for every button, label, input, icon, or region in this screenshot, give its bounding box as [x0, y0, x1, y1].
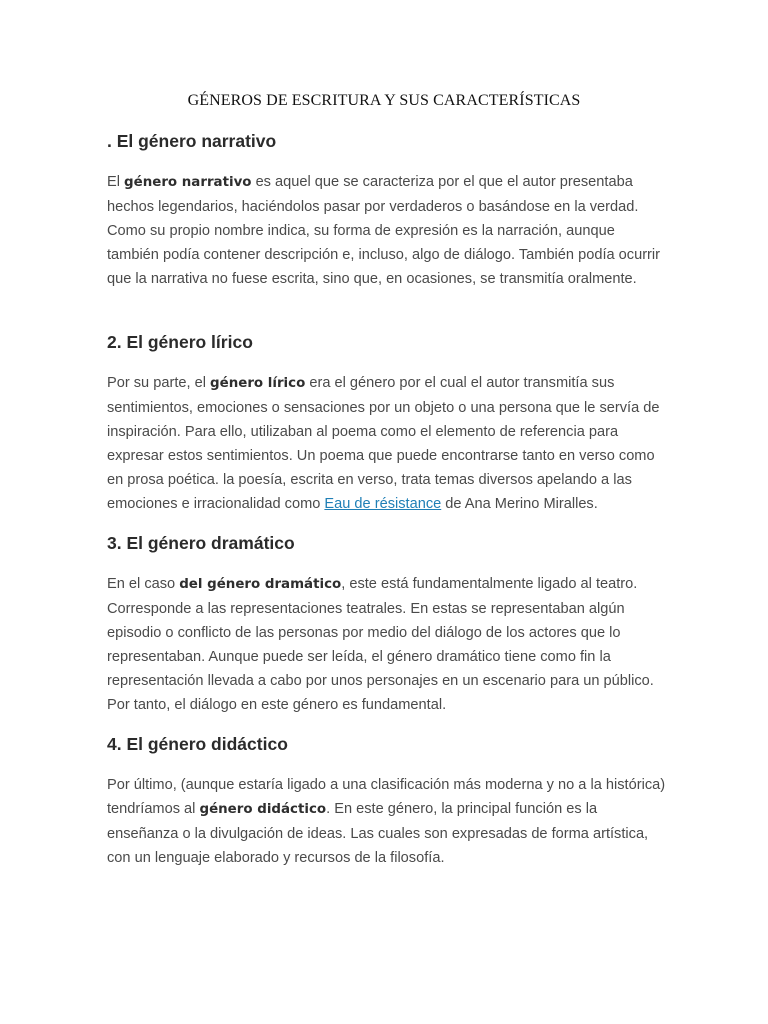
- bold-term: género narrativo: [124, 175, 252, 190]
- section-paragraph: [107, 371, 667, 516]
- section-paragraph: [107, 170, 667, 291]
- paragraph-text: El: [107, 174, 125, 190]
- bold-term: género didáctico: [199, 802, 327, 817]
- book-link[interactable]: Eau de résistance: [324, 496, 442, 512]
- section-heading: . El género narrativo: [107, 131, 277, 151]
- section-didactico: [107, 733, 667, 866]
- section-lirico: [107, 331, 667, 512]
- section-heading: 4. El género didáctico: [107, 734, 288, 754]
- section-heading: 3. El género dramático: [107, 533, 295, 553]
- section-paragraph: [107, 773, 667, 870]
- paragraph-text: En el caso: [107, 576, 180, 592]
- paragraph-text: de Ana Merino Miralles.: [441, 496, 598, 512]
- paragraph-text: . En este género, la principal función es la enseñanza o la divulgación de ideas. Las cuales son expresadas de forma artística, con un lenguaje elaborado y recursos de la filosofía.: [107, 801, 649, 866]
- paragraph-text: era el género por el cual el autor transmitía sus sentimientos, emociones o sensaciones por un objeto o una persona que le servía de inspiración. Para ello, utilizaban al poema como el elemento de referencia para expresar estos sentimientos. Un poema que puede encontrarse tanto en verso como en prosa poética. la poesía, escrita en verso, trata temas diversos apelando a las emociones e irracionalidad como: [107, 375, 660, 512]
- bold-term: del género dramático: [179, 577, 342, 592]
- section-paragraph: [107, 572, 667, 717]
- paragraph-text: Por último, (aunque estaría ligado a una clasificación más moderna y no a la histórica) tendríamos al: [107, 777, 666, 817]
- section-narrativo: [107, 130, 667, 287]
- paragraph-text: , este está fundamentalmente ligado al teatro. Corresponde a las representaciones teatrales. En estas se representaban algún episodio o conflicto de las personas por medio del diálogo de los actores que lo representaban. Aunque puede ser leída, el género dramático tiene como fin la representación llevada a cabo por unos personajes en un escenario para un público. Por tanto, el diálogo en este género es fundamental.: [107, 576, 654, 713]
- section-dramatico: [107, 532, 667, 713]
- document-title: GÉNEROS DE ESCRITURA Y SUS CARACTERÍSTICAS: [187, 92, 581, 109]
- paragraph-text: Por su parte, el: [107, 375, 211, 391]
- section-heading: 2. El género lírico: [107, 332, 253, 352]
- paragraph-text: es aquel que se caracteriza por el que el autor presentaba hechos legendarios, haciéndolos pasar por verdaderos o basándose en la verdad. Como su propio nombre indica, su forma de expresión es la narración, aunque también podía contener descripción e, incluso, algo de diálogo. También podía ocurrir que la narrativa no fuese escrita, sino que, en ocasiones, se transmitía oralmente.: [107, 174, 661, 287]
- bold-term: género lírico: [210, 376, 306, 391]
